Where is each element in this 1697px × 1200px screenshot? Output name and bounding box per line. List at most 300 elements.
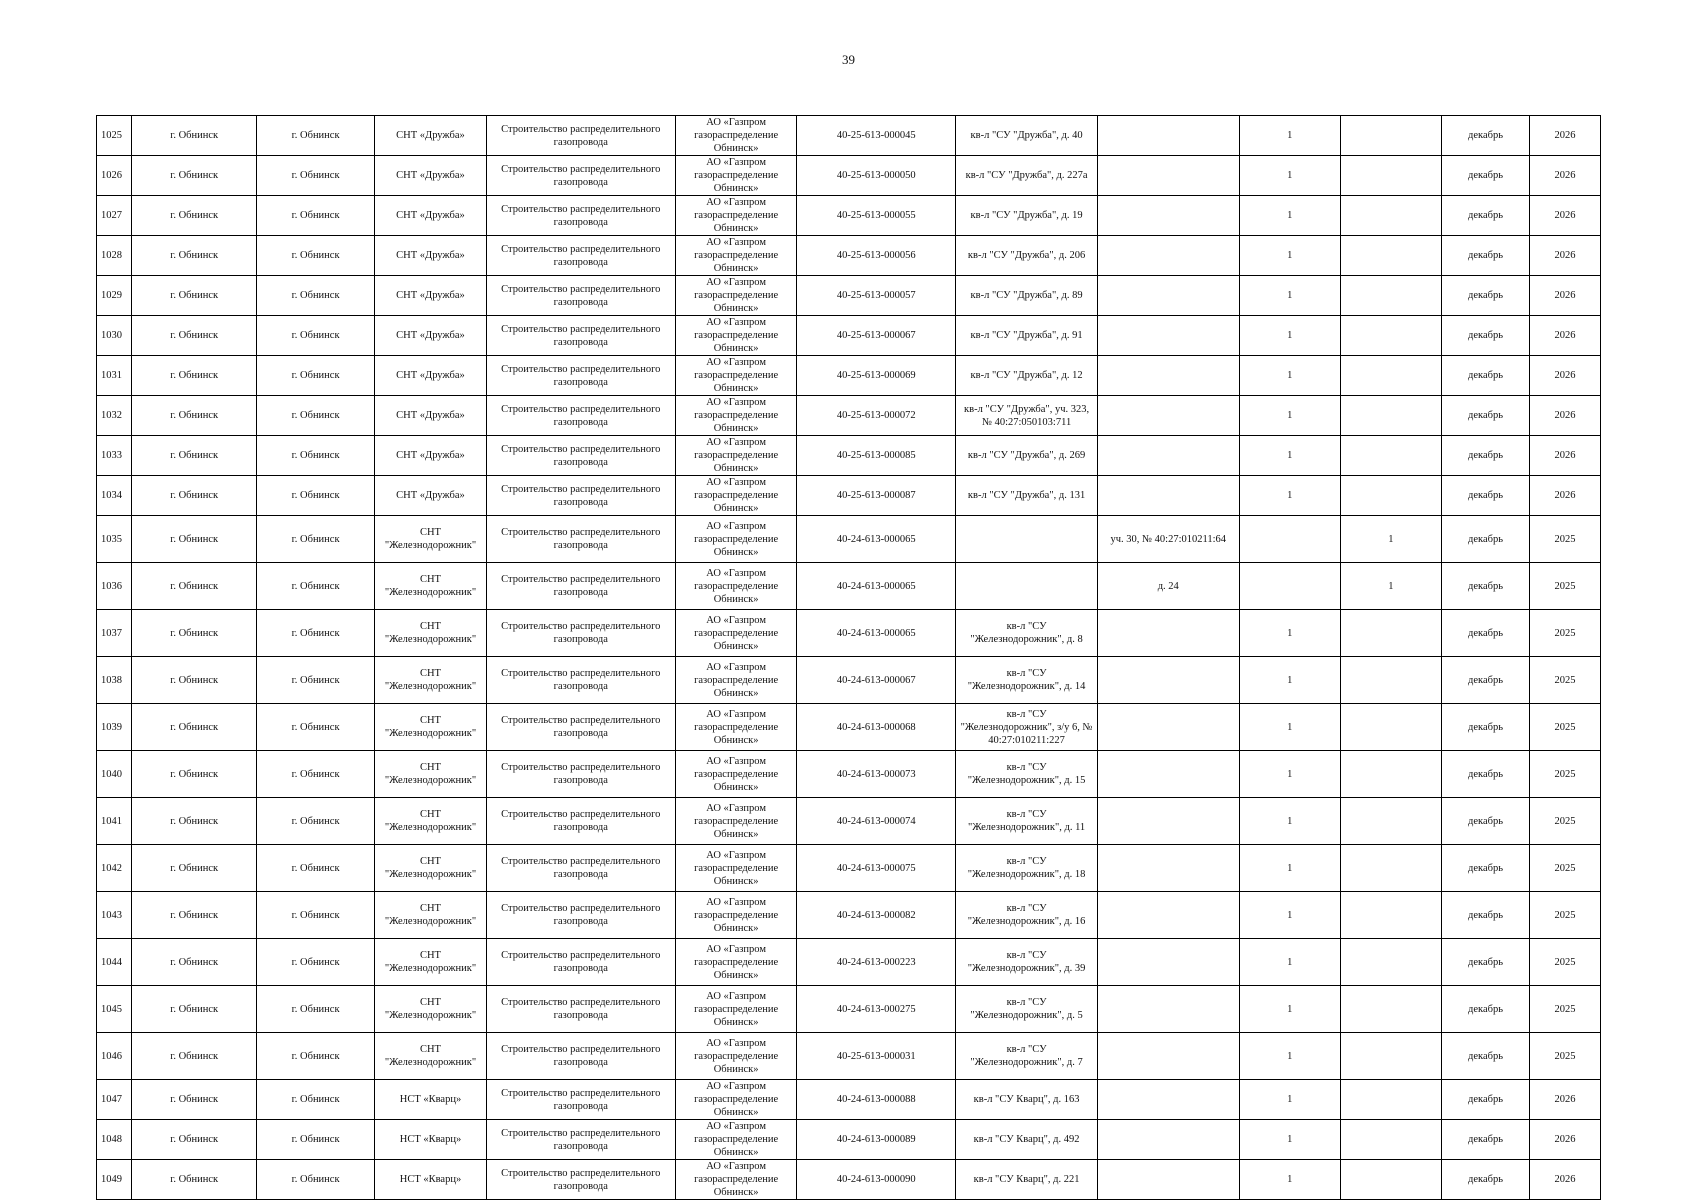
- district-cell-text: г. Обнинск: [170, 1003, 219, 1015]
- table-row: [97, 236, 1601, 276]
- partnership-cell-text: СНТ «Дружба»: [396, 370, 465, 381]
- row-number: [97, 116, 132, 156]
- district-cell-text: г. Обнинск: [170, 674, 219, 686]
- district-cell: [132, 156, 256, 196]
- settlement-cell-text: г. Обнинск: [291, 370, 340, 381]
- quantity-1-cell-text: 1: [1287, 410, 1293, 421]
- organization-line: газораспределение Обнинск»: [694, 1174, 779, 1198]
- address-cell-text: кв-л "СУ "Дружба", д. 19: [970, 210, 1083, 221]
- row-number: [97, 1033, 132, 1080]
- table-body: [97, 116, 1601, 1200]
- address-cell: [956, 657, 1098, 704]
- organization-cell: [675, 657, 796, 704]
- table-row: [97, 116, 1601, 156]
- row-number: [97, 563, 132, 610]
- object-code-cell: [797, 196, 956, 236]
- work-type-line: газопровода: [553, 376, 608, 388]
- table-row: [97, 939, 1601, 986]
- year-cell-text: 2026: [1554, 410, 1576, 421]
- work-type-cell: [486, 1120, 675, 1160]
- year-cell-text: 2025: [1554, 580, 1576, 592]
- object-code-cell-text: 40-24-613-000223: [836, 956, 916, 968]
- row-number-text: 1047: [101, 1094, 122, 1105]
- table-row: [97, 196, 1601, 236]
- organization-cell: [675, 516, 796, 563]
- month-cell-text: декабрь: [1468, 490, 1504, 501]
- row-number-text: 1028: [101, 250, 122, 261]
- settlement-cell-text: г. Обнинск: [291, 580, 340, 592]
- address-cell-text: кв-л "СУ "Дружба", уч. 323, № 40:27:050103:711: [964, 403, 1090, 428]
- district-cell: [132, 436, 256, 476]
- object-code-cell-text: 40-24-613-000275: [836, 1003, 916, 1015]
- year-cell: [1530, 156, 1601, 196]
- month-cell: [1442, 276, 1530, 316]
- quantity-1-cell-text: 1: [1287, 490, 1293, 501]
- quantity-1-cell-text: 1: [1287, 290, 1293, 301]
- partnership-cell: [375, 1033, 486, 1080]
- settlement-cell-text: г. Обнинск: [291, 721, 340, 733]
- organization-line: АО «Газпром: [706, 477, 766, 488]
- district-cell: [132, 116, 256, 156]
- district-cell: [132, 356, 256, 396]
- quantity-2-cell: [1340, 1120, 1441, 1160]
- organization-cell: [675, 939, 796, 986]
- month-cell: [1442, 1160, 1530, 1200]
- cadastre-cell: [1097, 798, 1239, 845]
- year-cell: [1530, 704, 1601, 751]
- settlement-cell: [256, 657, 374, 704]
- year-cell: [1530, 196, 1601, 236]
- partnership-cell: [375, 316, 486, 356]
- organization-line: газораспределение Обнинск»: [694, 533, 779, 558]
- settlement-cell: [256, 516, 374, 563]
- quantity-1-cell: [1239, 704, 1340, 751]
- partnership-cell: [375, 939, 486, 986]
- year-cell-text: 2025: [1554, 909, 1576, 921]
- settlement-cell: [256, 986, 374, 1033]
- cadastre-cell: [1097, 657, 1239, 704]
- district-cell: [132, 236, 256, 276]
- year-cell: [1530, 610, 1601, 657]
- cadastre-cell: [1097, 196, 1239, 236]
- cadastre-cell: [1097, 1120, 1239, 1160]
- work-type-line: газопровода: [553, 256, 608, 268]
- settlement-cell: [256, 892, 374, 939]
- organization-line: АО «Газпром: [706, 237, 766, 248]
- object-code-cell: [797, 986, 956, 1033]
- month-cell-text: декабрь: [1468, 370, 1504, 381]
- month-cell-text: декабрь: [1468, 330, 1504, 341]
- table-row: [97, 704, 1601, 751]
- cadastre-cell: [1097, 1080, 1239, 1120]
- address-cell-text: кв-л "СУ "Дружба", д. 12: [970, 370, 1083, 381]
- year-cell-text: 2025: [1554, 768, 1576, 780]
- month-cell: [1442, 116, 1530, 156]
- address-cell-text: кв-л "СУ "Железнодорожник", д. 11: [967, 809, 1086, 833]
- organization-line: АО «Газпром: [706, 849, 766, 861]
- organization-line: газораспределение Обнинск»: [694, 862, 779, 887]
- quantity-1-cell-text: 1: [1287, 210, 1293, 221]
- month-cell-text: декабрь: [1468, 533, 1504, 545]
- organization-cell: [675, 751, 796, 798]
- work-type-line: газопровода: [553, 540, 608, 551]
- row-number: [97, 1120, 132, 1160]
- district-cell: [132, 316, 256, 356]
- row-number: [97, 476, 132, 516]
- year-cell-text: 2025: [1554, 674, 1576, 686]
- year-cell-text: 2025: [1554, 862, 1576, 874]
- work-type-cell: [486, 476, 675, 516]
- work-type-line: Строительство распределительного: [501, 1044, 661, 1055]
- organization-line: АО «Газпром: [706, 437, 766, 448]
- row-number-text: 1043: [101, 909, 122, 921]
- object-code-cell-text: 40-24-613-000082: [836, 909, 916, 921]
- year-cell: [1530, 1033, 1601, 1080]
- month-cell: [1442, 396, 1530, 436]
- organization-line: АО «Газпром: [706, 1121, 766, 1132]
- quantity-1-cell-text: 1: [1287, 250, 1293, 261]
- district-cell: [132, 276, 256, 316]
- address-cell: [956, 236, 1098, 276]
- row-number-text: 1049: [101, 1174, 122, 1185]
- organization-line: АО «Газпром: [706, 1161, 766, 1172]
- work-type-line: газопровода: [553, 728, 608, 739]
- organization-cell: [675, 1033, 796, 1080]
- organization-line: АО «Газпром: [706, 397, 766, 408]
- table-row: [97, 610, 1601, 657]
- work-type-cell: [486, 396, 675, 436]
- month-cell: [1442, 356, 1530, 396]
- district-cell-text: г. Обнинск: [170, 330, 219, 341]
- district-cell-text: г. Обнинск: [170, 533, 219, 545]
- year-cell: [1530, 316, 1601, 356]
- quantity-2-cell: [1340, 798, 1441, 845]
- cadastre-cell: [1097, 845, 1239, 892]
- organization-line: АО «Газпром: [706, 277, 766, 288]
- partnership-cell: [375, 1080, 486, 1120]
- table-row: [97, 845, 1601, 892]
- work-type-line: газопровода: [553, 1010, 608, 1021]
- address-cell: [956, 156, 1098, 196]
- quantity-1-cell-text: 1: [1287, 370, 1293, 381]
- organization-line: АО «Газпром: [706, 197, 766, 208]
- settlement-cell-text: г. Обнинск: [291, 533, 340, 545]
- partnership-cell: [375, 436, 486, 476]
- settlement-cell: [256, 1120, 374, 1160]
- district-cell: [132, 845, 256, 892]
- settlement-cell: [256, 1033, 374, 1080]
- year-cell-text: 2026: [1554, 170, 1576, 181]
- partnership-cell-text: СНТ «Дружба»: [396, 410, 465, 421]
- quantity-1-cell-text: 1: [1287, 330, 1293, 341]
- settlement-cell: [256, 563, 374, 610]
- quantity-1-cell-text: 1: [1287, 909, 1293, 921]
- work-type-cell: [486, 516, 675, 563]
- row-number: [97, 1080, 132, 1120]
- district-cell: [132, 657, 256, 704]
- district-cell: [132, 751, 256, 798]
- row-number: [97, 751, 132, 798]
- quantity-1-cell: [1239, 845, 1340, 892]
- work-type-line: Строительство распределительного: [501, 668, 661, 679]
- address-cell-text: кв-л "СУ "Железнодорожник", д. 14: [967, 668, 1086, 692]
- object-code-cell-text: 40-24-613-000088: [836, 1094, 916, 1105]
- partnership-cell-text: СНТ "Железнодорожник": [384, 668, 477, 692]
- settlement-cell: [256, 316, 374, 356]
- work-type-line: Строительство распределительного: [501, 903, 661, 914]
- address-cell: [956, 116, 1098, 156]
- settlement-cell-text: г. Обнинск: [291, 1003, 340, 1015]
- year-cell-text: 2026: [1554, 1134, 1576, 1145]
- table-row: [97, 1160, 1601, 1200]
- settlement-cell: [256, 196, 374, 236]
- settlement-cell-text: г. Обнинск: [291, 330, 340, 341]
- district-cell: [132, 1033, 256, 1080]
- district-cell: [132, 892, 256, 939]
- partnership-cell: [375, 563, 486, 610]
- cadastre-cell-text: д. 24: [1157, 580, 1179, 592]
- address-cell: [956, 516, 1098, 563]
- quantity-1-cell-text: 1: [1287, 721, 1293, 733]
- work-type-line: газопровода: [553, 416, 608, 428]
- work-type-cell: [486, 845, 675, 892]
- gasification-table: [96, 115, 1601, 1200]
- partnership-cell: [375, 156, 486, 196]
- work-type-cell: [486, 196, 675, 236]
- partnership-cell-text: СНТ "Железнодорожник": [384, 950, 477, 974]
- month-cell: [1442, 563, 1530, 610]
- month-cell: [1442, 236, 1530, 276]
- cadastre-cell: [1097, 476, 1239, 516]
- organization-line: газораспределение Обнинск»: [694, 580, 779, 605]
- year-cell-text: 2026: [1554, 210, 1576, 221]
- settlement-cell: [256, 476, 374, 516]
- object-code-cell: [797, 610, 956, 657]
- organization-line: газораспределение Обнинск»: [694, 721, 779, 746]
- address-cell: [956, 396, 1098, 436]
- work-type-line: Строительство распределительного: [501, 1087, 661, 1099]
- year-cell-text: 2026: [1554, 1174, 1576, 1185]
- row-number-text: 1036: [101, 580, 122, 592]
- month-cell-text: декабрь: [1468, 290, 1504, 301]
- object-code-cell: [797, 316, 956, 356]
- month-cell: [1442, 196, 1530, 236]
- month-cell: [1442, 657, 1530, 704]
- cadastre-cell: [1097, 1033, 1239, 1080]
- partnership-cell-text: СНТ «Дружба»: [396, 290, 465, 301]
- organization-cell: [675, 704, 796, 751]
- partnership-cell-text: СНТ «Дружба»: [396, 330, 465, 341]
- partnership-cell-text: СНТ "Железнодорожник": [384, 856, 477, 880]
- year-cell-text: 2026: [1554, 330, 1576, 341]
- organization-line: АО «Газпром: [706, 1037, 766, 1049]
- address-cell: [956, 563, 1098, 610]
- organization-line: газораспределение Обнинск»: [694, 909, 779, 934]
- object-code-cell: [797, 1080, 956, 1120]
- partnership-cell-text: СНТ "Железнодорожник": [384, 903, 477, 927]
- row-number-text: 1045: [101, 1003, 122, 1015]
- row-number: [97, 276, 132, 316]
- partnership-cell: [375, 196, 486, 236]
- work-type-cell: [486, 798, 675, 845]
- organization-line: газораспределение Обнинск»: [694, 130, 779, 154]
- address-cell-text: кв-л "СУ "Железнодорожник", д. 5: [970, 997, 1083, 1021]
- month-cell-text: декабрь: [1468, 1174, 1504, 1185]
- object-code-cell: [797, 657, 956, 704]
- object-code-cell-text: 40-24-613-000065: [836, 580, 916, 592]
- year-cell-text: 2025: [1554, 721, 1576, 733]
- partnership-cell: [375, 845, 486, 892]
- work-type-line: газопровода: [553, 916, 608, 927]
- year-cell: [1530, 436, 1601, 476]
- row-number-text: 1029: [101, 290, 122, 301]
- object-code-cell: [797, 704, 956, 751]
- district-cell-text: г. Обнинск: [170, 170, 219, 181]
- table-row: [97, 798, 1601, 845]
- work-type-line: газопровода: [553, 634, 608, 645]
- cadastre-cell: [1097, 276, 1239, 316]
- cadastre-cell: [1097, 516, 1239, 563]
- quantity-2-cell: [1340, 116, 1441, 156]
- quantity-1-cell-text: 1: [1287, 862, 1293, 874]
- row-number: [97, 1160, 132, 1200]
- month-cell: [1442, 1120, 1530, 1160]
- organization-line: АО «Газпром: [706, 117, 766, 128]
- organization-cell: [675, 845, 796, 892]
- quantity-2-cell: [1340, 1160, 1441, 1200]
- object-code-cell: [797, 798, 956, 845]
- quantity-2-cell: [1340, 276, 1441, 316]
- object-code-cell: [797, 156, 956, 196]
- year-cell-text: 2025: [1554, 1050, 1576, 1062]
- organization-line: газораспределение Обнинск»: [694, 370, 779, 394]
- month-cell: [1442, 476, 1530, 516]
- object-code-cell-text: 40-24-613-000074: [836, 815, 916, 827]
- month-cell-text: декабрь: [1468, 1134, 1504, 1145]
- object-code-cell-text: 40-25-613-000031: [836, 1050, 916, 1062]
- organization-line: газораспределение Обнинск»: [694, 1094, 779, 1118]
- row-number: [97, 892, 132, 939]
- quantity-1-cell: [1239, 1160, 1340, 1200]
- organization-line: газораспределение Обнинск»: [694, 330, 779, 354]
- partnership-cell: [375, 516, 486, 563]
- cadastre-cell: [1097, 892, 1239, 939]
- quantity-1-cell: [1239, 276, 1340, 316]
- table-row: [97, 356, 1601, 396]
- quantity-1-cell: [1239, 610, 1340, 657]
- row-number: [97, 396, 132, 436]
- year-cell-text: 2025: [1554, 956, 1576, 968]
- district-cell: [132, 563, 256, 610]
- partnership-cell: [375, 657, 486, 704]
- month-cell-text: декабрь: [1468, 170, 1504, 181]
- organization-cell: [675, 436, 796, 476]
- district-cell-text: г. Обнинск: [170, 768, 219, 780]
- organization-cell: [675, 1080, 796, 1120]
- district-cell-text: г. Обнинск: [170, 956, 219, 968]
- organization-line: газораспределение Обнинск»: [694, 1003, 779, 1028]
- district-cell-text: г. Обнинск: [170, 490, 219, 501]
- settlement-cell-text: г. Обнинск: [291, 768, 340, 780]
- row-number-text: 1037: [101, 627, 122, 639]
- object-code-cell: [797, 845, 956, 892]
- organization-line: газораспределение Обнинск»: [694, 627, 779, 652]
- quantity-2-cell: [1340, 1033, 1441, 1080]
- address-cell: [956, 798, 1098, 845]
- work-type-line: Строительство распределительного: [501, 950, 661, 961]
- object-code-cell-text: 40-24-613-000065: [836, 533, 916, 545]
- row-number: [97, 798, 132, 845]
- object-code-cell: [797, 476, 956, 516]
- quantity-2-cell: [1340, 356, 1441, 396]
- organization-line: АО «Газпром: [706, 157, 766, 168]
- district-cell-text: г. Обнинск: [170, 450, 219, 461]
- organization-line: газораспределение Обнинск»: [694, 290, 779, 314]
- partnership-cell-text: СНТ «Дружба»: [396, 170, 465, 181]
- month-cell-text: декабрь: [1468, 1003, 1504, 1015]
- work-type-line: Строительство распределительного: [501, 715, 661, 726]
- address-cell-text: кв-л "СУ "Дружба", д. 269: [967, 450, 1086, 461]
- row-number: [97, 986, 132, 1033]
- settlement-cell: [256, 436, 374, 476]
- object-code-cell-text: 40-24-613-000090: [836, 1174, 916, 1185]
- year-cell: [1530, 116, 1601, 156]
- quantity-2-cell: [1340, 704, 1441, 751]
- row-number-text: 1035: [101, 533, 122, 545]
- table-row: [97, 476, 1601, 516]
- object-code-cell-text: 40-24-613-000075: [836, 862, 916, 874]
- quantity-2-cell: [1340, 845, 1441, 892]
- table-row: [97, 516, 1601, 563]
- work-type-line: газопровода: [553, 775, 608, 786]
- cadastre-cell: [1097, 356, 1239, 396]
- address-cell-text: кв-л "СУ "Дружба", д. 89: [970, 290, 1083, 301]
- table-row: [97, 156, 1601, 196]
- partnership-cell-text: СНТ "Железнодорожник": [384, 621, 477, 645]
- address-cell: [956, 276, 1098, 316]
- quantity-1-cell: [1239, 316, 1340, 356]
- month-cell-text: декабрь: [1468, 210, 1504, 221]
- object-code-cell-text: 40-25-613-000045: [836, 130, 916, 141]
- table-row: [97, 563, 1601, 610]
- quantity-1-cell-text: 1: [1287, 130, 1293, 141]
- address-cell: [956, 939, 1098, 986]
- month-cell: [1442, 892, 1530, 939]
- work-type-line: Строительство распределительного: [501, 203, 661, 215]
- work-type-line: газопровода: [553, 1180, 608, 1192]
- year-cell: [1530, 751, 1601, 798]
- address-cell-text: кв-л "СУ Кварц", д. 221: [973, 1174, 1080, 1185]
- work-type-line: Строительство распределительного: [501, 574, 661, 585]
- district-cell-text: г. Обнинск: [170, 1174, 219, 1185]
- quantity-2-cell: [1340, 939, 1441, 986]
- object-code-cell: [797, 356, 956, 396]
- object-code-cell: [797, 563, 956, 610]
- address-cell: [956, 1120, 1098, 1160]
- year-cell: [1530, 563, 1601, 610]
- work-type-line: Строительство распределительного: [501, 403, 661, 415]
- month-cell: [1442, 798, 1530, 845]
- district-cell-text: г. Обнинск: [170, 290, 219, 301]
- row-number-text: 1030: [101, 330, 122, 341]
- partnership-cell-text: СНТ "Железнодорожник": [384, 715, 477, 739]
- month-cell: [1442, 939, 1530, 986]
- quantity-1-cell: [1239, 356, 1340, 396]
- month-cell-text: декабрь: [1468, 815, 1504, 827]
- organization-line: АО «Газпром: [706, 567, 766, 579]
- quantity-1-cell: [1239, 236, 1340, 276]
- work-type-line: газопровода: [553, 136, 608, 148]
